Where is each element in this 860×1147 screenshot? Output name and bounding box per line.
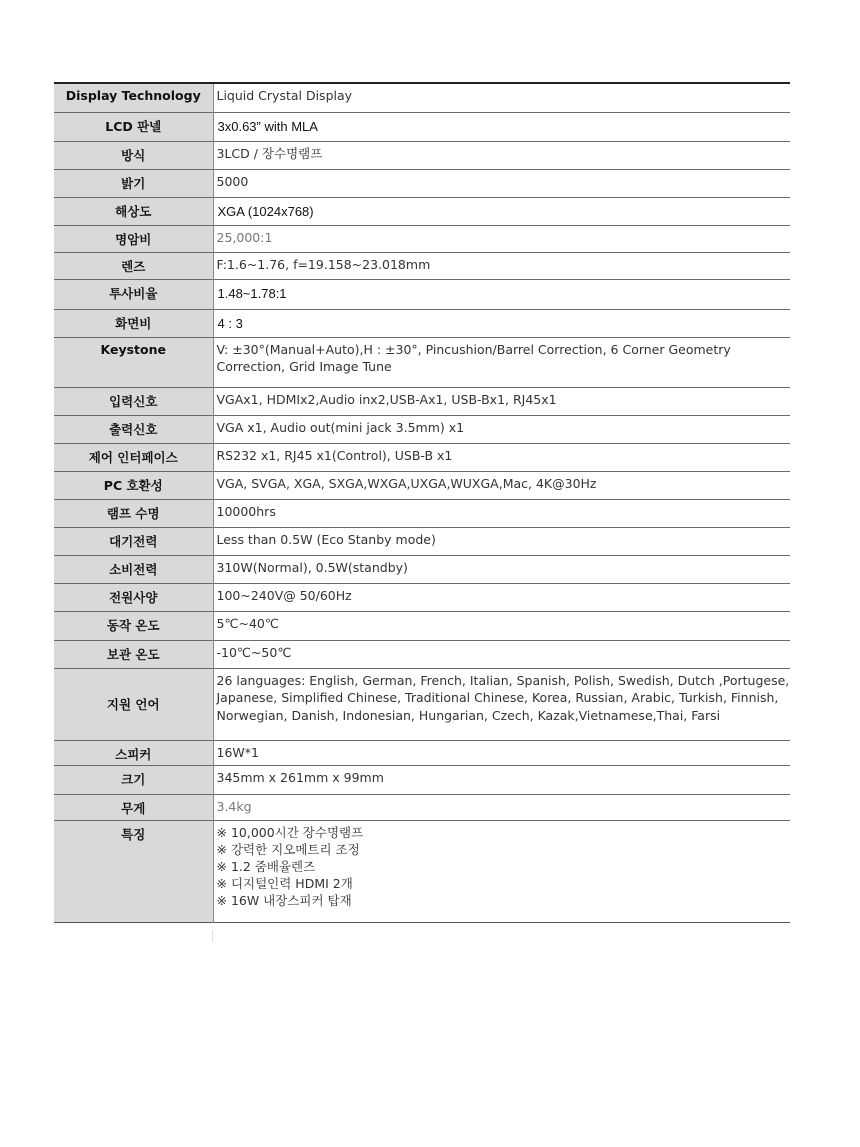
- spec-value: 4 : 3: [217, 315, 243, 331]
- spec-key: 동작 온도: [54, 611, 213, 640]
- features-cell: [213, 820, 790, 922]
- spec-key: PC 호환성: [54, 471, 213, 499]
- spec-key: 램프 수명: [54, 499, 213, 527]
- spec-row-lens: [54, 252, 790, 279]
- feature-item: ※ 디지털인력 HDMI 2개: [216, 875, 353, 891]
- spec-row-weight: [54, 794, 790, 820]
- spec-row-method: [54, 141, 790, 169]
- spec-key: 크기: [54, 765, 213, 794]
- spec-key: 밝기: [54, 169, 213, 197]
- spec-value: 3LCD / 장수명램프: [216, 145, 323, 161]
- spec-value: 3x0.63” with MLA: [217, 118, 318, 134]
- spec-value: 10000hrs: [216, 503, 276, 519]
- spec-value: VGA x1, Audio out(mini jack 3.5mm) x1: [216, 419, 465, 435]
- spec-row-display-technology: [54, 83, 790, 112]
- spec-row-languages: [54, 668, 790, 740]
- spec-value: VGA, SVGA, XGA, SXGA,WXGA,UXGA,WUXGA,Mac, 4K@30Hz: [216, 475, 597, 491]
- spec-row-input-signal: [54, 387, 790, 415]
- spec-row-output-signal: [54, 415, 790, 443]
- spec-row-pc-compat: [54, 471, 790, 499]
- spec-row-speaker: [54, 740, 790, 765]
- spec-key: 제어 인터페이스: [54, 443, 213, 471]
- spec-value: 345mm x 261mm x 99mm: [216, 769, 384, 785]
- spec-value: VGAx1, HDMIx2,Audio inx2,USB-Ax1, USB-Bx1, RJ45x1: [216, 391, 557, 407]
- spec-value: 1.48~1.78:1: [217, 285, 287, 301]
- spec-value: 3.4kg: [216, 798, 252, 814]
- spec-row-throw-ratio: [54, 279, 790, 309]
- feature-item: ※ 10,000시간 장수명램프: [216, 824, 364, 840]
- spec-value: F:1.6~1.76, f=19.158~23.018mm: [216, 256, 431, 272]
- spec-row-control-interface: [54, 443, 790, 471]
- spec-value: V: ±30°(Manual+Auto),H : ±30°, Pincushion/Barrel Correction, 6 Corner Geometry Correction, Grid Image Tune: [216, 341, 731, 374]
- spec-value: 5000: [216, 173, 249, 189]
- feature-item: ※ 16W 내장스피커 탑재: [216, 892, 352, 908]
- spec-row-power-supply: [54, 583, 790, 611]
- spec-value: 16W*1: [216, 744, 259, 760]
- feature-item: ※ 1.2 줌배율렌즈: [216, 858, 316, 874]
- spec-key: 소비전력: [54, 555, 213, 583]
- spec-row-standby-power: [54, 527, 790, 555]
- spec-key: 지원 언어: [54, 668, 213, 740]
- spec-value: XGA (1024x768): [217, 203, 314, 219]
- spec-value: 310W(Normal), 0.5W(standby): [216, 559, 408, 575]
- spec-row-storage-temp: [54, 640, 790, 668]
- spec-row-lcd-panel: [54, 112, 790, 141]
- spec-key: 특징: [54, 820, 213, 922]
- spec-value: Less than 0.5W (Eco Stanby mode): [216, 531, 436, 547]
- spec-row-keystone: [54, 337, 790, 387]
- spec-key: 투사비율: [54, 279, 213, 309]
- spec-key: 전원사양: [54, 583, 213, 611]
- spec-row-contrast: [54, 225, 790, 252]
- spec-value: 26 languages: English, German, French, Italian, Spanish, Polish, Swedish, Dutch ,Portugese, Japanese, Simplified Chinese, Traditional Chinese, Korea, Russian, Arabic, Turkish, Finnish, Norwegian, Danish, Indonesian, Hungarian, Czech, Kazak,Vietnamese,Thai, Farsi: [216, 672, 790, 723]
- spec-value: Liquid Crystal Display: [216, 88, 353, 103]
- spec-row-brightness: [54, 169, 790, 197]
- spec-key: 출력신호: [54, 415, 213, 443]
- spec-key: 스피커: [54, 740, 213, 765]
- spec-key: 렌즈: [54, 252, 213, 279]
- spec-key: 화면비: [54, 309, 213, 337]
- column-divider-tail: [212, 930, 213, 942]
- spec-value: RS232 x1, RJ45 x1(Control), USB-B x1: [216, 447, 453, 463]
- spec-key: 해상도: [54, 197, 213, 225]
- spec-value: 100~240V@ 50/60Hz: [216, 587, 352, 603]
- spec-key: 입력신호: [54, 387, 213, 415]
- spec-key: 보관 온도: [54, 640, 213, 668]
- spec-row-resolution: [54, 197, 790, 225]
- spec-key: 명암비: [54, 225, 213, 252]
- spec-row-features: [54, 820, 790, 922]
- spec-value: -10℃~50℃: [216, 644, 292, 660]
- spec-key: 방식: [54, 141, 213, 169]
- spec-key: 대기전력: [54, 527, 213, 555]
- spec-row-aspect-ratio: [54, 309, 790, 337]
- spec-row-lamp-life: [54, 499, 790, 527]
- feature-item: ※ 강력한 지오메트리 조정: [216, 841, 360, 857]
- spec-row-operating-temp: [54, 611, 790, 640]
- spec-key: Display Technology: [54, 83, 213, 112]
- spec-table: [54, 82, 790, 923]
- spec-key: LCD 판넬: [54, 112, 213, 141]
- spec-key: 무게: [54, 794, 213, 820]
- spec-row-size: [54, 765, 790, 794]
- spec-value: 5℃~40℃: [216, 615, 279, 631]
- spec-row-power-consumption: [54, 555, 790, 583]
- spec-key: Keystone: [54, 337, 213, 387]
- spec-value: 25,000:1: [216, 229, 273, 245]
